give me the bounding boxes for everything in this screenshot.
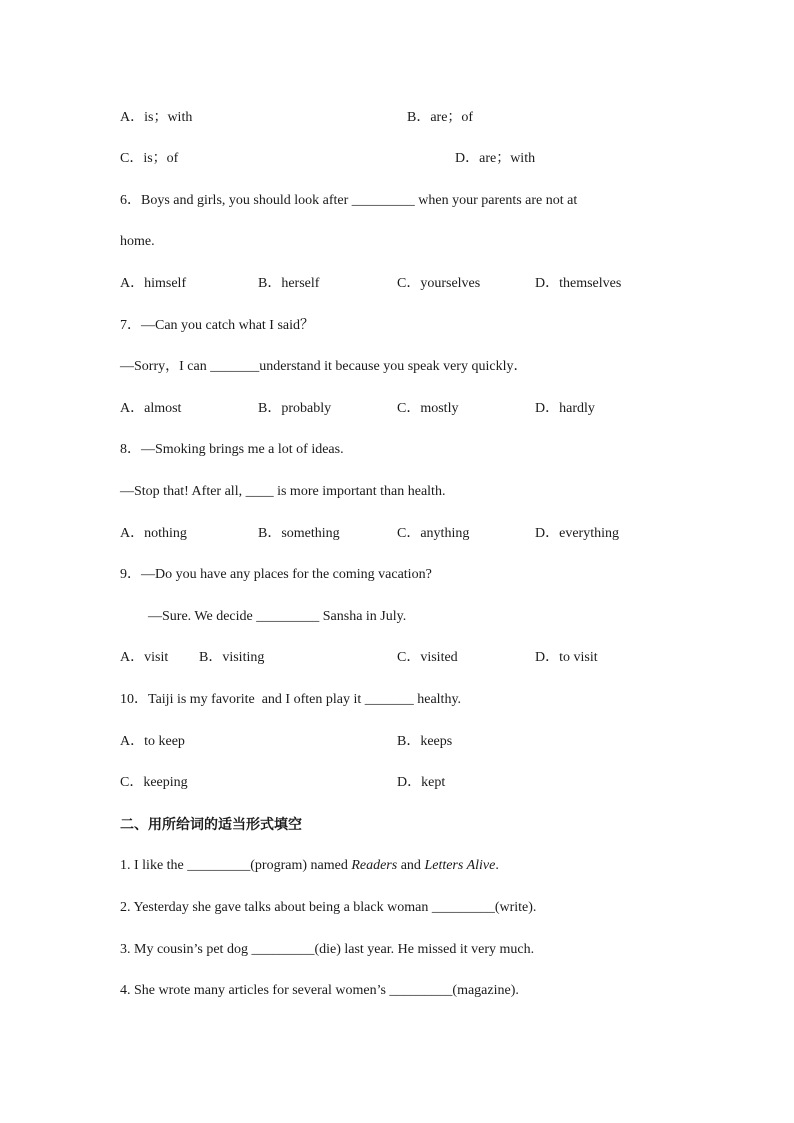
item1-text-post: . (495, 858, 499, 873)
q7-option-d: D．hardly (535, 401, 595, 416)
item1-title-readers: Readers (351, 858, 398, 873)
q9-option-c: C．visited (397, 650, 458, 665)
q10-stem: 10．Taiji is my favorite and I often play it _______ healthy. (120, 692, 462, 707)
q7-reply: —Sorry，I can _______understand it because you speak very quickly． (120, 359, 528, 374)
q9-option-d: D．to visit (535, 650, 598, 665)
q10-option-d: D．kept (397, 775, 446, 790)
q5-option-d: D．are；with (455, 151, 536, 166)
q7-option-b: B．probably (258, 401, 332, 416)
q8-option-b: B．something (258, 526, 340, 541)
q5-option-a: A．is；with (120, 110, 193, 125)
q8-option-c: C．anything (397, 526, 470, 541)
q10-option-c: C．keeping (120, 775, 188, 790)
section2-item-1 (120, 856, 499, 876)
q6-stem-continued: home. (120, 234, 155, 249)
q9-stem: 9．—Do you have any places for the coming vacation? (120, 567, 432, 582)
q6-option-d: D．themselves (535, 276, 622, 291)
q6-option-a: A．himself (120, 276, 187, 291)
item1-text-pre: 1. I like the _________(program) named (120, 858, 352, 873)
q5-option-b: B．are；of (407, 110, 474, 125)
q10-option-a: A．to keep (120, 734, 185, 749)
q5-option-c: C．is；of (120, 151, 179, 166)
q9-option-b: B．visiting (199, 650, 265, 665)
section2-item-4: 4. She wrote many articles for several women’s _________(magazine). (120, 983, 519, 998)
q6-option-b: B．herself (258, 276, 320, 291)
section-title: 二、用所给词的适当形式填空 (120, 817, 302, 833)
q7-option-a: A．almost (120, 401, 182, 416)
q10-option-b: B．keeps (397, 734, 453, 749)
q9-reply: —Sure. We decide _________ Sansha in July. (148, 609, 407, 624)
item1-title-letters-alive: Letters Alive (424, 858, 496, 873)
section2-item-3: 3. My cousin’s pet dog _________(die) last year. He missed it very much. (120, 942, 535, 957)
q8-stem: 8．—Smoking brings me a lot of ideas. (120, 442, 344, 457)
section2-item-2: 2. Yesterday she gave talks about being a black woman _________(write). (120, 900, 537, 915)
q8-option-a: A．nothing (120, 526, 187, 541)
q6-option-c: C．yourselves (397, 276, 481, 291)
q9-option-a: A．visit (120, 650, 169, 665)
q8-option-d: D．everything (535, 526, 619, 541)
q8-reply: —Stop that! After all, ____ is more important than health. (120, 484, 446, 499)
q7-stem: 7．—Can you catch what I said？ (120, 318, 315, 333)
q7-option-c: C．mostly (397, 401, 459, 416)
q6-stem: 6．Boys and girls, you should look after _________ when your parents are not at (120, 193, 578, 208)
item1-text-mid: and (397, 858, 425, 873)
